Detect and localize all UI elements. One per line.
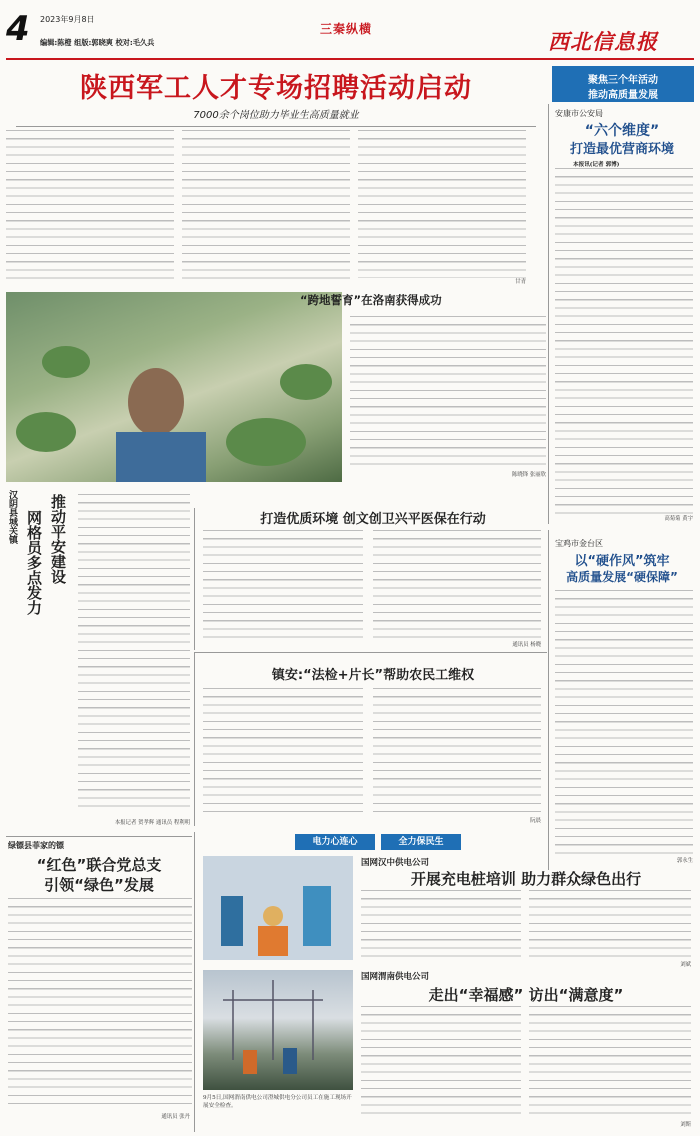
lead-body-col3 (358, 130, 526, 278)
town-title: 镇安:“法检+片长”帮助农民工维权 (271, 668, 475, 683)
ankang-byline: 高菊菊 黄宇 (664, 516, 693, 522)
power1-byline: 刘斌 (680, 962, 691, 968)
photo-story-body (350, 316, 546, 466)
power2-photo (203, 970, 353, 1090)
power-header-right: 全力保民生 (381, 834, 461, 850)
power-section (194, 832, 694, 1132)
town-byline: 阮晨 (530, 818, 541, 824)
photo-story-byline: 陈晓锋 张丽欣 (511, 472, 546, 478)
hanyin-title: 推动平安建设 (49, 494, 67, 584)
green-byline: 通讯员 张丹 (161, 1114, 190, 1120)
substation-illustration (203, 970, 353, 1090)
hanyin-byline: 本报记者 贺孝辉 通讯员 程利明 (114, 820, 190, 826)
lead-title: 陕西军工人才专场招聘活动启动 (80, 73, 472, 104)
power1-body-col1 (361, 890, 521, 960)
masthead (0, 0, 700, 64)
editor-credits: 编辑:陈橙 组版:郭晓爽 校对:毛久兵 (40, 38, 155, 47)
power1-body-col2 (529, 890, 691, 960)
baoji-article (548, 530, 694, 870)
hanyin-body (78, 494, 190, 814)
power1-title: 开展充电桩培训 助力群众绿色出行 (410, 870, 642, 888)
photo-story (6, 292, 546, 488)
power2-body-col1 (361, 1006, 521, 1120)
farmer-photo (6, 292, 342, 482)
masthead-rule (6, 58, 694, 60)
power1-org: 国网汉中供电公司 (361, 858, 430, 868)
town-top-rule (195, 652, 547, 653)
hanyin-subtitle: 网格员多点发力 (25, 510, 43, 615)
page-number: 4 (6, 9, 30, 49)
newspaper-logo: 西北信息报 (548, 30, 658, 54)
lead-title-rule (16, 126, 536, 127)
power1-text (361, 856, 691, 966)
baoji-byline: 郭永生 (676, 858, 693, 864)
baoji-kicker: 宝鸡市金台区 (555, 539, 603, 548)
hanyin-story (6, 490, 88, 834)
farmer-illustration (6, 292, 342, 482)
photo-story-title: “跨地誓育”在洛南获得成功 (300, 293, 442, 307)
services-article (194, 508, 546, 650)
banner-line2: 推动高质量发展 (588, 90, 658, 101)
power2-text (203, 970, 691, 1130)
campaign-banner (552, 66, 694, 102)
town-article (194, 652, 546, 826)
green-article (6, 836, 192, 1130)
green-title-line2: 引领“绿色”发展 (44, 876, 154, 894)
power2-caption: 9月5日,国网渭南供电公司澄城供电分公司员工在施工现场开展安全检查。 (203, 1095, 352, 1109)
town-body-col2 (373, 688, 541, 818)
power2-org: 国网渭南供电公司 (361, 972, 430, 982)
ankang-author: 本报讯(记者 郭博) (573, 162, 620, 168)
baoji-body (555, 590, 693, 858)
lead-body-col1 (6, 130, 174, 282)
services-body-col1 (203, 530, 363, 642)
power-header-bar (295, 834, 465, 850)
issue-date: 2023年9月8日 (40, 15, 95, 24)
lead-byline: 甘青 (515, 279, 526, 285)
ankang-title-line2: 打造最优营商环境 (569, 142, 674, 157)
power-header-left: 电力心连心 (295, 834, 375, 850)
green-title-line1: “红色”联合党总支 (36, 856, 162, 874)
services-title: 打造优质环境 创文创卫兴平医保在行动 (260, 512, 486, 527)
power2-body-col2 (529, 1006, 691, 1120)
banner-line1: 聚焦三个年活动 (588, 75, 658, 86)
ankang-article (548, 104, 694, 524)
baoji-title-line1: 以“硬作风”筑牢 (574, 554, 670, 569)
charging-station-illustration (203, 856, 353, 960)
green-kicker: 绿镖县菲家的镖 (8, 841, 64, 850)
photo-story-text (300, 293, 546, 482)
lead-body-col2 (182, 130, 350, 282)
power2-byline: 刘斯 (680, 1122, 691, 1128)
lead-subtitle: 7000余个岗位助力毕业生高质量就业 (193, 110, 359, 121)
green-top-rule (6, 836, 192, 837)
town-body-col1 (203, 688, 363, 818)
section-name: 三秦纵横 (320, 22, 373, 36)
lead-article (6, 66, 546, 288)
services-body-col2 (373, 530, 541, 642)
ankang-kicker: 安康市公安局 (555, 109, 603, 118)
green-body (8, 898, 192, 1108)
ankang-body (555, 168, 693, 516)
power1-photo (203, 856, 353, 960)
power2-title: 走出“幸福感” 访出“满意度” (428, 986, 624, 1004)
baoji-title-line2: 高质量发展“硬保障” (566, 570, 678, 584)
ankang-title-line1: “六个维度” (584, 123, 660, 139)
services-byline: 通讯员 杨晓 (512, 642, 541, 648)
hanyin-org: 汉阴县城关镇 (7, 490, 17, 544)
